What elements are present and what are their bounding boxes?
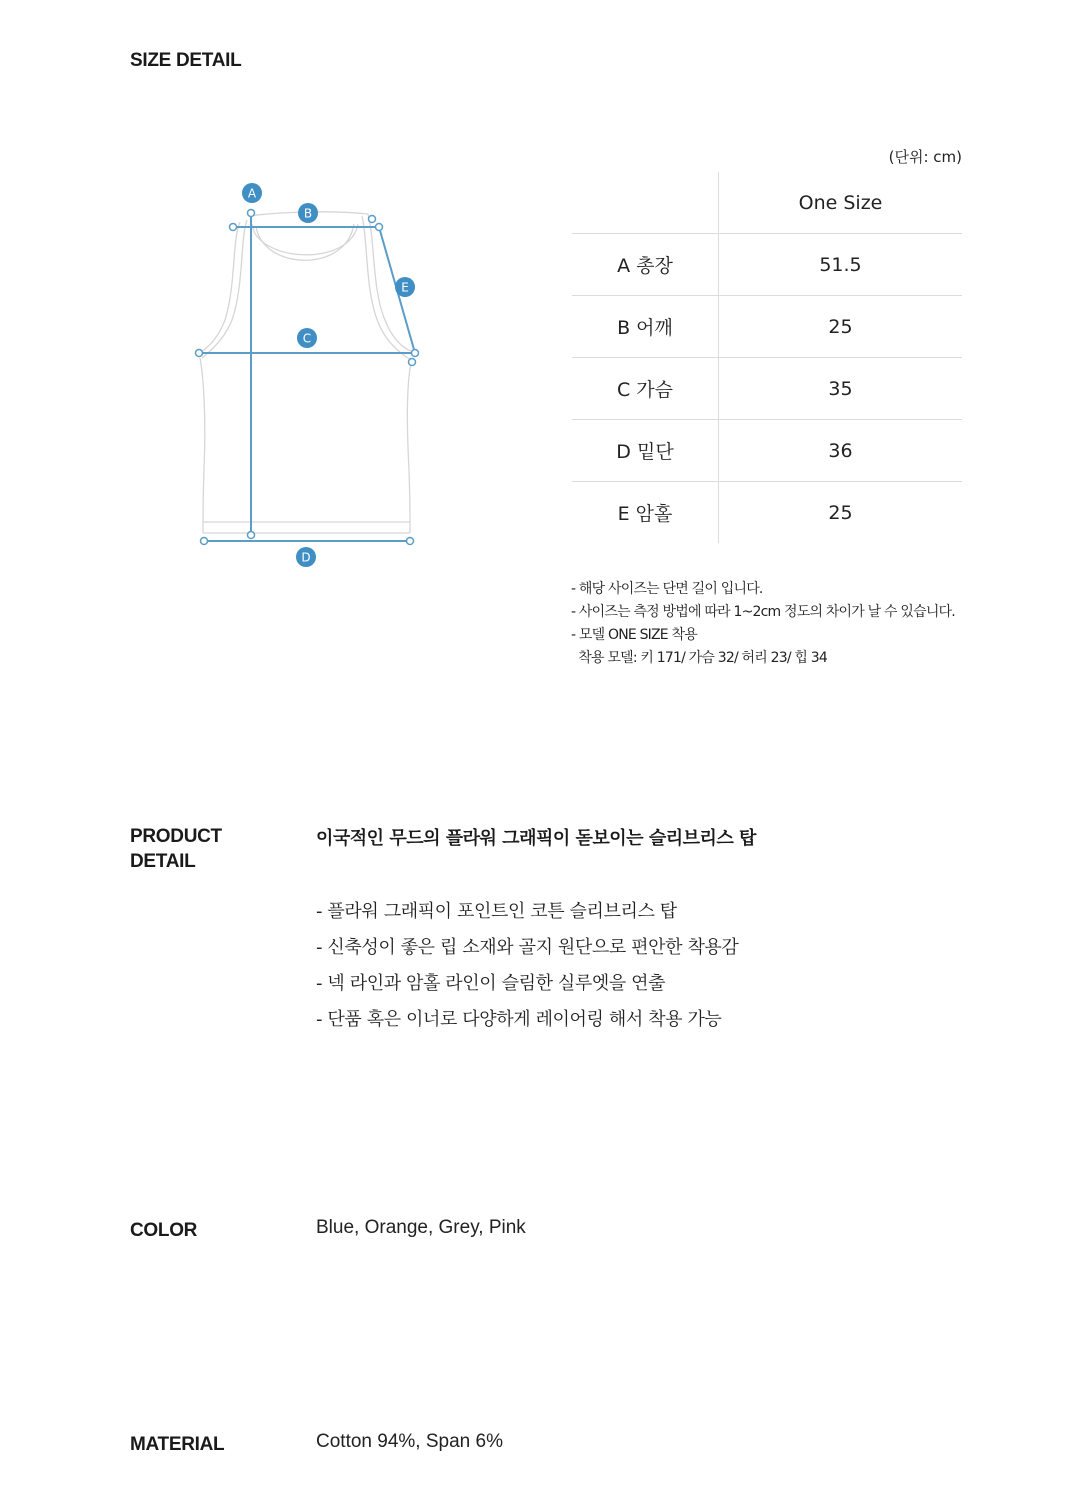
row-value: 51.5 — [719, 234, 963, 296]
table-header-blank — [572, 172, 719, 234]
row-label: A 총장 — [572, 234, 719, 296]
table-row — [572, 358, 962, 420]
list-item: - 신축성이 좋은 립 소재와 골지 원단으로 편안한 착용감 — [316, 937, 739, 958]
row-value: 25 — [719, 482, 963, 544]
list-item: - 넥 라인과 암홀 라인이 슬림한 실루엣을 연출 — [316, 973, 666, 994]
table-row — [572, 234, 962, 296]
svg-text:D: D — [301, 550, 311, 565]
size-table — [572, 172, 962, 543]
unit-label: (단위: cm) — [888, 148, 962, 166]
row-label: E 암홀 — [572, 482, 719, 544]
size-notes — [571, 578, 955, 670]
table-row — [572, 482, 962, 544]
product-bullet-list — [316, 894, 738, 1038]
color-value: Blue, Orange, Grey, Pink — [316, 1217, 526, 1238]
note-line: - 사이즈는 측정 방법에 따라 1~2cm 정도의 차이가 날 수 있습니다. — [571, 604, 955, 620]
product-detail-title — [130, 824, 222, 874]
product-detail-title-line2: DETAIL — [130, 851, 196, 872]
note-line: 착용 모델: 키 171/ 가슴 32/ 허리 23/ 힙 34 — [571, 650, 828, 666]
row-value: 35 — [719, 358, 963, 420]
marker-b-icon — [298, 203, 318, 223]
list-item: - 단품 혹은 이너로 다양하게 레이어링 해서 착용 가능 — [316, 1009, 722, 1030]
row-value: 36 — [719, 420, 963, 482]
size-detail-title: SIZE DETAIL — [130, 50, 242, 71]
note-line: - 해당 사이즈는 단면 길이 입니다. — [571, 581, 763, 597]
svg-text:C: C — [302, 331, 312, 346]
row-label: D 밑단 — [572, 420, 719, 482]
table-row — [572, 420, 962, 482]
marker-c-icon — [297, 328, 317, 348]
table-row — [572, 296, 962, 358]
size-diagram — [180, 170, 440, 580]
list-item: - 플라워 그래픽이 포인트인 코튼 슬리브리스 탑 — [316, 901, 677, 922]
marker-e-icon — [395, 277, 415, 297]
product-detail-title-line1: PRODUCT — [130, 826, 222, 847]
column-header-one-size: One Size — [719, 172, 963, 234]
svg-text:B: B — [303, 206, 313, 221]
product-headline: 이국적인 무드의 플라워 그래픽이 돋보이는 슬리브리스 탑 — [316, 828, 756, 849]
marker-d-icon — [296, 547, 316, 567]
row-label: B 어깨 — [572, 296, 719, 358]
color-title: COLOR — [130, 1220, 198, 1241]
svg-text:A: A — [247, 186, 257, 201]
table-header-row — [572, 172, 962, 234]
svg-text:E: E — [401, 280, 409, 295]
row-label: C 가슴 — [572, 358, 719, 420]
note-line: - 모델 ONE SIZE 착용 — [571, 627, 697, 643]
material-title: MATERIAL — [130, 1434, 225, 1455]
tank-top-outline-icon — [199, 212, 413, 533]
row-value: 25 — [719, 296, 963, 358]
marker-a-icon — [242, 183, 262, 203]
material-value: Cotton 94%, Span 6% — [316, 1431, 503, 1452]
